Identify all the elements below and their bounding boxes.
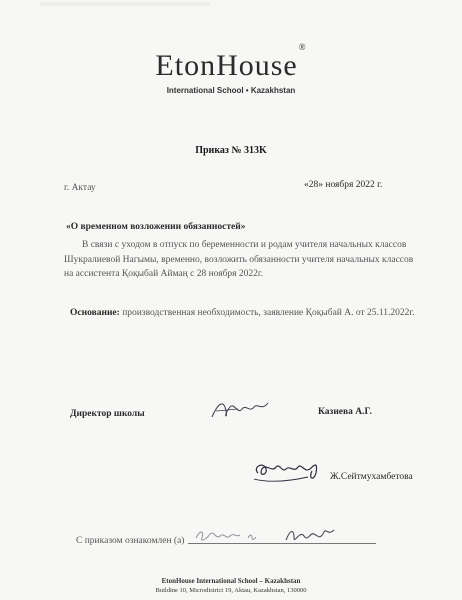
- acquainted-signature: [282, 524, 338, 548]
- director-name: Казиева А.Г.: [318, 407, 372, 417]
- director-label: Директор школы: [70, 409, 145, 419]
- basis-text: производственная необходимость, заявление Қоқыбай А. от 25.11.2022г.: [122, 308, 415, 318]
- order-city: г. Актау: [64, 183, 96, 193]
- school-logo: [0, 42, 462, 83]
- body-line-1: В связи с уходом в отпуск по беременности и родам учителя начальных классов: [82, 240, 407, 250]
- order-title: Приказ № 313K: [195, 145, 267, 156]
- footer-address: Buildine 10, Microdistrict 19, Aktau, Kazakhstan, 130000: [155, 587, 307, 594]
- second-name: Ж.Сейтмухамбетова: [330, 472, 413, 482]
- basis-label: Основание:: [70, 308, 120, 318]
- footer-school: EtonHouse International School – Kazakhstan: [161, 577, 301, 585]
- order-date: «28» ноября 2022 г.: [304, 180, 383, 190]
- body-line-2: Шукралиевой Нагымы, временно, возложить обязанности учителя начальных классов: [64, 255, 414, 265]
- logo-subtitle: International School • Kazakhstan: [166, 86, 296, 95]
- body-line-3: на ассистента Қоқыбай Аймаң с 28 ноября 2022г.: [64, 269, 264, 279]
- director-signature: [208, 397, 272, 423]
- logo-text: EtonHouse: [155, 49, 298, 82]
- order-subject: «О временном возложении обязанностей»: [66, 222, 246, 232]
- second-signature: [250, 457, 324, 487]
- registered-mark: ®: [298, 42, 307, 52]
- scan-artifact: [40, 2, 210, 6]
- acquainted-label: С приказом ознакомлен (а): [76, 536, 185, 546]
- handwritten-name: [192, 526, 266, 546]
